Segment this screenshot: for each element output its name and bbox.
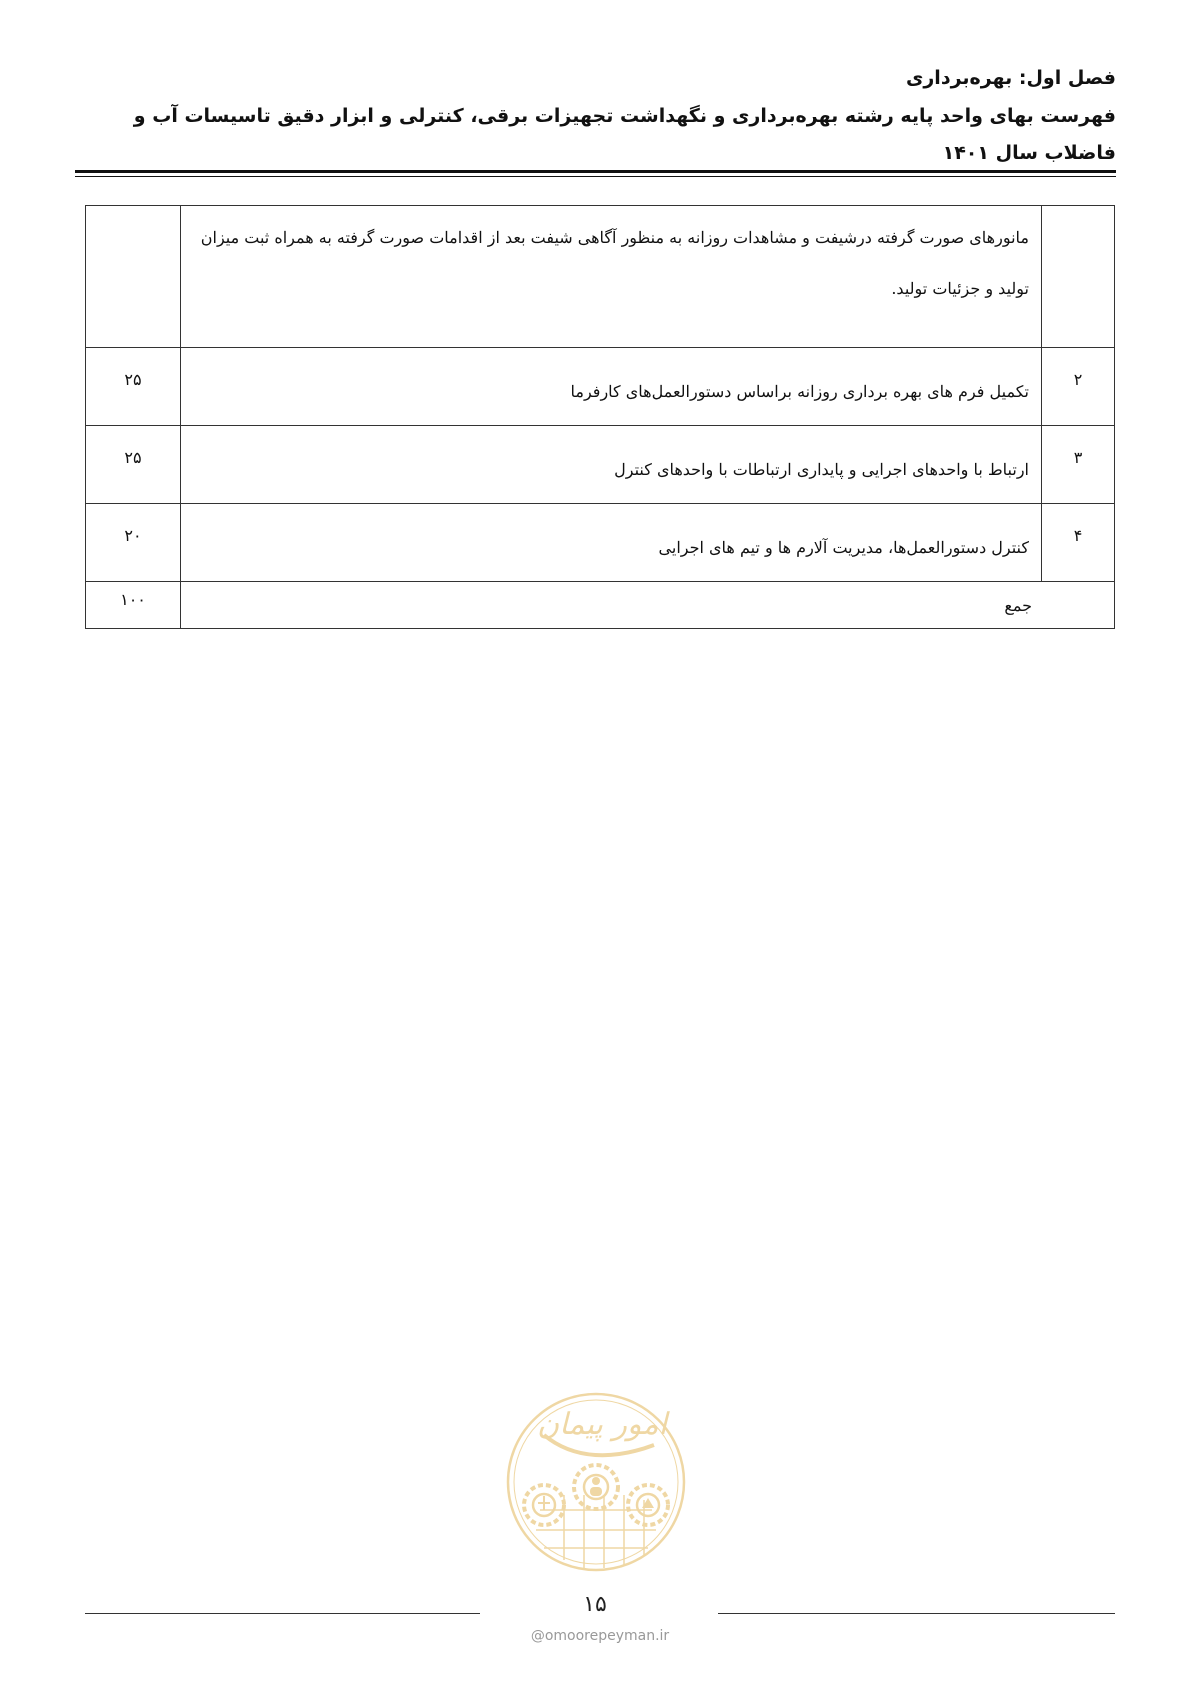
row-description: کنترل دستورالعمل‌ها، مدیریت آلارم ها و تیم های اجرایی <box>181 504 1042 582</box>
header-rule-thin <box>75 176 1116 177</box>
watermark-logo <box>504 1390 688 1574</box>
row-description: مانورهای صورت گرفته درشیفت و مشاهدات روزانه به منظور آگاهی شیفت بعد از اقدامات صورت گرفته به همراه ثبت میزان تولید و جزئیات تولید. <box>181 206 1042 348</box>
row-number: ۲ <box>1042 348 1115 426</box>
footer-rule-right <box>718 1613 1115 1614</box>
row-description: تکمیل فرم های بهره برداری روزانه براساس دستورالعمل‌های کارفرما <box>181 348 1042 426</box>
chapter-title: فصل اول: بهره‌برداری <box>905 67 1116 89</box>
total-value: ۱۰۰ <box>86 582 181 629</box>
site-url: @omoorepeyman.ir <box>530 1628 670 1644</box>
row-score: ۲۵ <box>86 348 181 426</box>
row-score <box>86 206 181 348</box>
page-header <box>130 58 1116 172</box>
page-number: ۱۵ <box>583 1592 607 1617</box>
table-row <box>86 206 1115 348</box>
footer-rule-left <box>85 1613 480 1614</box>
score-table <box>85 205 1115 629</box>
row-number: ۳ <box>1042 426 1115 504</box>
row-description: ارتباط با واحدهای اجرایی و پایداری ارتباطات با واحدهای کنترل <box>181 426 1042 504</box>
table-row <box>86 426 1115 504</box>
row-score: ۲۰ <box>86 504 181 582</box>
row-number <box>1042 206 1115 348</box>
row-score: ۲۵ <box>86 426 181 504</box>
header-rule-thick <box>75 170 1116 173</box>
row-number: ۴ <box>1042 504 1115 582</box>
table-row <box>86 348 1115 426</box>
watermark-text: امور پیمان <box>537 1407 667 1442</box>
watermark-seal-icon <box>504 1390 688 1574</box>
table-total-row <box>86 582 1115 629</box>
table-row <box>86 504 1115 582</box>
total-label: جمع <box>181 582 1115 629</box>
document-title: فهرست بهای واحد پایه رشته بهره‌برداری و نگهداشت تجهیزات برقی، کنترلی و ابزار دقیق تاسیسات آب و فاضلاب سال ۱۴۰۱ <box>133 105 1116 164</box>
